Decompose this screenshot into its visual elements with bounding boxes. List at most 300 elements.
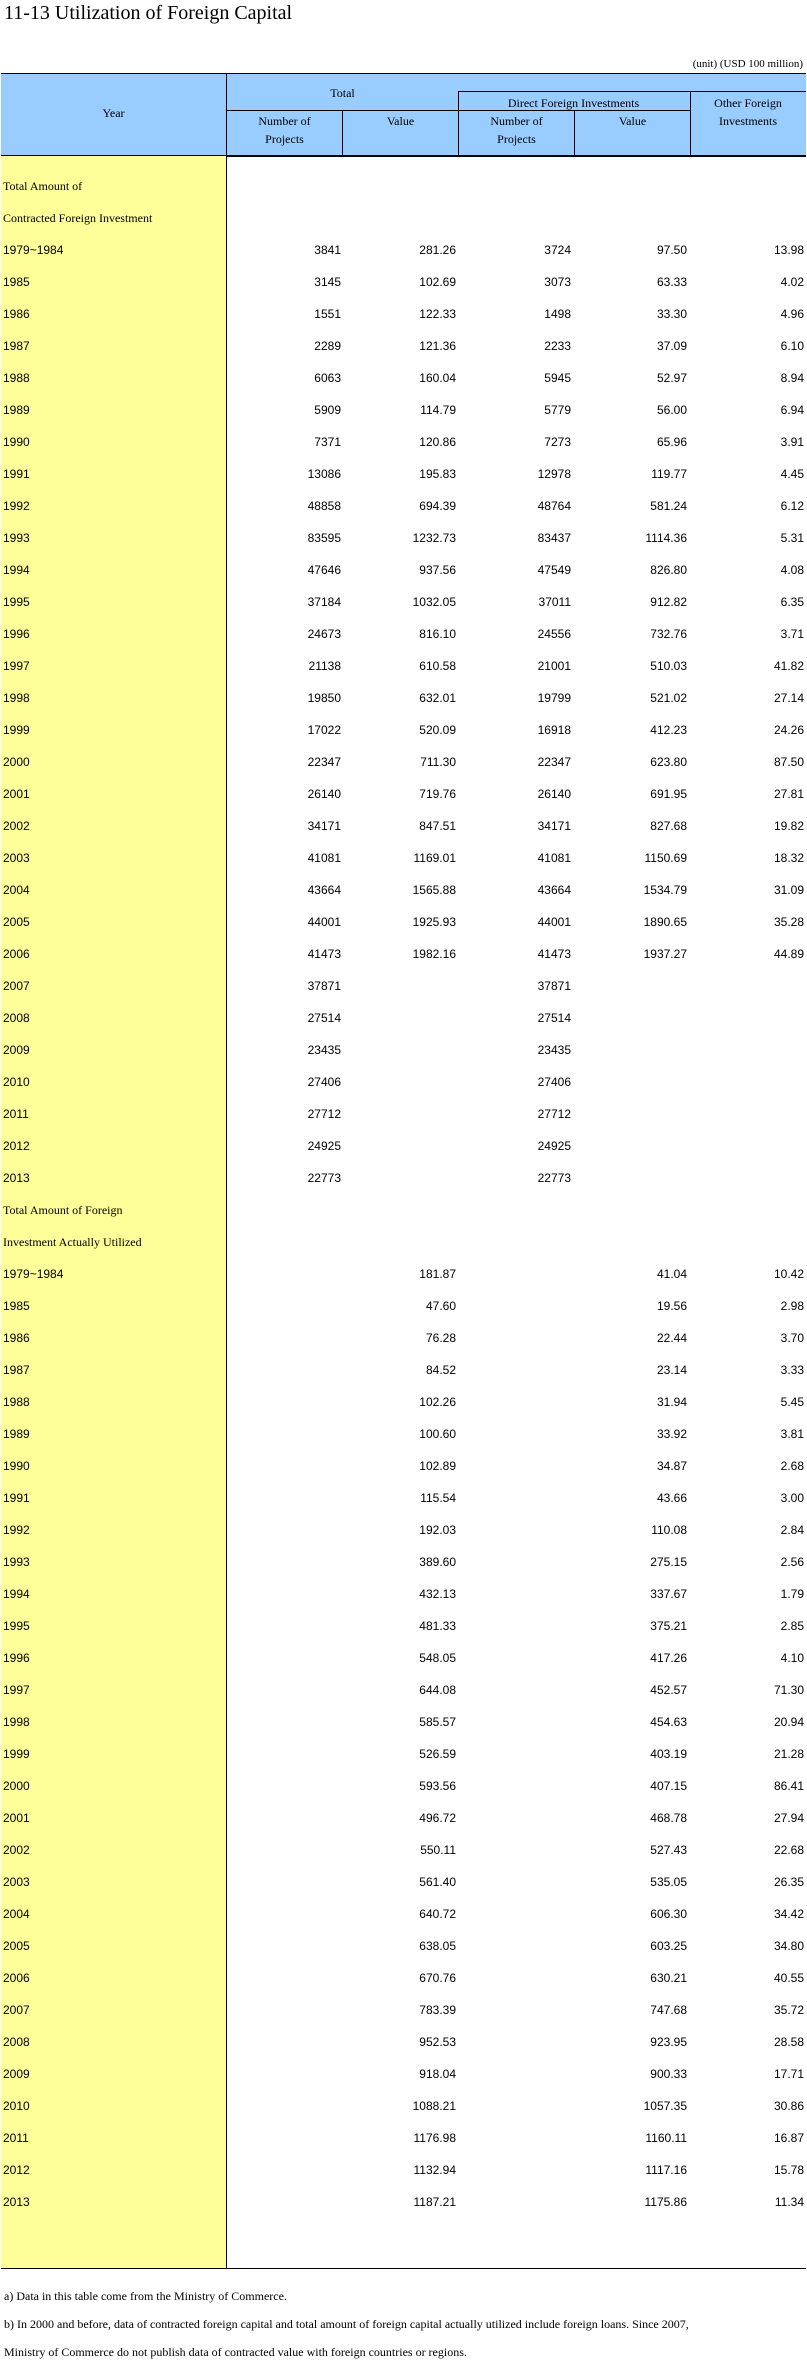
direct-value-cell: 623.80	[650, 755, 687, 769]
direct-projects-cell: 41473	[537, 947, 571, 961]
direct-projects-cell: 27514	[537, 1011, 571, 1025]
table-row	[0, 1034, 807, 1066]
direct-projects-cell: 23435	[537, 1043, 571, 1057]
direct-value-cell: 827.68	[650, 819, 687, 833]
header-direct-num-2: Projects	[497, 132, 536, 146]
total-projects-cell: 41081	[307, 851, 341, 865]
other-investments-cell: 8.94	[780, 371, 804, 385]
table-row	[0, 1994, 807, 2026]
year-cell: 1997	[3, 659, 30, 673]
other-investments-cell: 28.58	[773, 2035, 804, 2049]
year-cell: 2002	[3, 1843, 30, 1857]
year-cell: 1989	[3, 1427, 30, 1441]
direct-projects-cell: 3724	[544, 243, 571, 257]
direct-value-cell: 33.30	[656, 307, 687, 321]
total-value-cell: 644.08	[419, 1683, 456, 1697]
other-investments-cell: 3.91	[780, 435, 804, 449]
total-value-cell: 711.30	[420, 755, 456, 769]
year-cell: 1987	[3, 1363, 30, 1377]
total-projects-cell: 1551	[314, 307, 341, 321]
year-cell: 1979~1984	[3, 1267, 64, 1281]
direct-value-cell: 454.63	[650, 1715, 687, 1729]
direct-projects-cell: 47549	[537, 563, 571, 577]
year-cell: 2009	[3, 1043, 30, 1057]
table-row	[0, 2026, 807, 2058]
table-row	[0, 1482, 807, 1514]
other-investments-cell: 3.81	[780, 1427, 804, 1441]
total-value-cell: 432.13	[419, 1587, 456, 1601]
total-projects-cell: 17022	[307, 723, 341, 737]
header-year: Year	[102, 106, 125, 120]
other-investments-cell: 35.28	[773, 915, 804, 929]
total-projects-cell: 27406	[307, 1075, 341, 1089]
header-divider	[226, 110, 690, 111]
direct-value-cell: 1890.65	[643, 915, 687, 929]
direct-projects-cell: 22773	[537, 1171, 571, 1185]
total-value-cell: 638.05	[419, 1939, 456, 1953]
table-row	[0, 490, 807, 522]
year-cell: 2004	[3, 1907, 30, 1921]
direct-value-cell: 732.76	[650, 627, 687, 641]
direct-value-cell: 1117.16	[645, 2163, 687, 2177]
direct-value-cell: 412.23	[650, 723, 687, 737]
table-row	[0, 842, 807, 874]
table-row	[0, 810, 807, 842]
total-value-cell: 585.57	[419, 1715, 456, 1729]
direct-value-cell: 403.19	[650, 1747, 687, 1761]
direct-value-cell: 691.95	[650, 787, 687, 801]
total-projects-cell: 22773	[307, 1171, 341, 1185]
direct-value-cell: 375.21	[650, 1619, 687, 1633]
table-row	[0, 1642, 807, 1674]
header-total: Total	[330, 86, 355, 100]
table-row	[0, 1226, 807, 1258]
total-value-cell: 550.11	[420, 1843, 456, 1857]
direct-projects-cell: 27406	[537, 1075, 571, 1089]
total-value-cell: 1132.94	[413, 2163, 456, 2177]
total-value-cell: 520.09	[419, 723, 456, 737]
direct-projects-cell: 22347	[537, 755, 571, 769]
year-cell: 1989	[3, 403, 30, 417]
table-body	[0, 170, 807, 2218]
total-projects-cell: 48858	[307, 499, 341, 513]
total-value-cell: 847.51	[419, 819, 456, 833]
direct-value-cell: 1534.79	[643, 883, 687, 897]
year-cell: 2004	[3, 883, 30, 897]
header-divider	[690, 91, 691, 156]
other-investments-cell: 16.87	[773, 2131, 804, 2145]
total-value-cell: 389.60	[419, 1555, 456, 1569]
table-row	[0, 1610, 807, 1642]
header-total-num-1: Number of	[258, 114, 311, 128]
other-investments-cell: 6.35	[780, 595, 804, 609]
other-investments-cell: 2.68	[780, 1459, 804, 1473]
total-projects-cell: 6063	[314, 371, 341, 385]
table-row	[0, 1450, 807, 1482]
direct-value-cell: 452.57	[650, 1683, 687, 1697]
total-value-cell: 1169.01	[413, 851, 456, 865]
other-investments-cell: 40.55	[773, 1971, 804, 1985]
direct-value-cell: 23.14	[656, 1363, 687, 1377]
table-row	[0, 938, 807, 970]
unit-label: (unit) (USD 100 million)	[692, 58, 803, 70]
direct-projects-cell: 16918	[537, 723, 571, 737]
direct-projects-cell: 43664	[537, 883, 571, 897]
total-projects-cell: 22347	[307, 755, 341, 769]
total-value-cell: 496.72	[419, 1811, 456, 1825]
total-projects-cell: 43664	[307, 883, 341, 897]
other-investments-cell: 5.45	[780, 1395, 804, 1409]
direct-projects-cell: 37011	[538, 595, 571, 609]
year-cell: 2008	[3, 2035, 30, 2049]
total-value-cell: 1187.21	[413, 2195, 456, 2209]
direct-value-cell: 1160.11	[645, 2131, 687, 2145]
other-investments-cell: 15.78	[773, 2163, 804, 2177]
total-value-cell: 120.86	[419, 435, 456, 449]
total-value-cell: 181.87	[419, 1267, 456, 1281]
direct-projects-cell: 7273	[544, 435, 571, 449]
direct-value-cell: 468.78	[650, 1811, 687, 1825]
total-value-cell: 783.39	[419, 2003, 456, 2017]
total-value-cell: 632.01	[419, 691, 456, 705]
total-value-cell: 1925.93	[412, 915, 456, 929]
year-cell: 2003	[3, 1875, 30, 1889]
total-value-cell: 561.40	[419, 1875, 456, 1889]
total-value-cell: 122.33	[419, 307, 456, 321]
total-projects-cell: 26140	[307, 787, 341, 801]
year-cell: 2009	[3, 2067, 30, 2081]
other-investments-cell: 44.89	[773, 947, 804, 961]
direct-value-cell: 417.26	[650, 1651, 687, 1665]
direct-value-cell: 1057.35	[643, 2099, 687, 2113]
header-direct-value: Value	[618, 114, 647, 128]
direct-value-cell: 900.33	[650, 2067, 687, 2081]
other-investments-cell: 34.80	[773, 1939, 804, 1953]
direct-value-cell: 275.15	[650, 1555, 687, 1569]
total-value-cell: 670.76	[419, 1971, 456, 1985]
year-cell: 1996	[3, 627, 30, 641]
direct-value-cell: 43.66	[656, 1491, 687, 1505]
year-cell: 1987	[3, 339, 30, 353]
year-cell: 2001	[3, 1811, 30, 1825]
direct-projects-cell: 12978	[537, 467, 571, 481]
direct-value-cell: 1114.36	[645, 531, 687, 545]
direct-projects-cell: 37871	[537, 979, 571, 993]
total-value-cell: 192.03	[419, 1523, 456, 1537]
other-investments-cell: 20.94	[773, 1715, 804, 1729]
year-cell: 2000	[3, 755, 30, 769]
total-value-cell: 1032.05	[412, 595, 456, 609]
year-cell: 2010	[3, 1075, 30, 1089]
direct-value-cell: 747.68	[650, 2003, 687, 2017]
year-cell: 2012	[3, 2163, 30, 2177]
year-cell: 1990	[3, 435, 30, 449]
year-cell: 1995	[3, 1619, 30, 1633]
direct-value-cell: 337.67	[650, 1587, 687, 1601]
total-value-cell: 102.89	[419, 1459, 456, 1473]
other-investments-cell: 4.96	[780, 307, 804, 321]
other-investments-cell: 86.41	[773, 1779, 804, 1793]
other-investments-cell: 27.14	[773, 691, 804, 705]
total-value-cell: 100.60	[419, 1427, 456, 1441]
year-cell: 1986	[3, 1331, 30, 1345]
other-investments-cell: 19.82	[773, 819, 804, 833]
table-row	[0, 1354, 807, 1386]
year-cell: 1999	[3, 1747, 30, 1761]
direct-projects-cell: 83437	[537, 531, 571, 545]
table-row	[0, 618, 807, 650]
total-value-cell: 1176.98	[413, 2131, 456, 2145]
other-investments-cell: 11.34	[774, 2195, 804, 2209]
total-projects-cell: 7371	[314, 435, 341, 449]
table-row	[0, 1130, 807, 1162]
direct-value-cell: 1150.69	[644, 851, 687, 865]
other-investments-cell: 4.45	[780, 467, 804, 481]
table-row	[0, 2186, 807, 2218]
other-investments-cell: 2.56	[780, 1555, 804, 1569]
year-cell: Total Amount of	[3, 179, 83, 193]
year-cell: 2008	[3, 1011, 30, 1025]
total-value-cell: 114.79	[420, 403, 456, 417]
total-value-cell: 937.56	[419, 563, 456, 577]
footnote-a: a) Data in this table come from the Ministry of Commerce.	[4, 2289, 287, 2303]
direct-projects-cell: 2233	[544, 339, 571, 353]
year-cell: 2005	[3, 1939, 30, 1953]
table-row	[0, 1418, 807, 1450]
total-projects-cell: 47646	[307, 563, 341, 577]
direct-projects-cell: 19799	[537, 691, 571, 705]
table-row	[0, 1706, 807, 1738]
table-row	[0, 170, 807, 202]
other-investments-cell: 17.71	[773, 2067, 804, 2081]
direct-projects-cell: 24925	[537, 1139, 571, 1153]
total-value-cell: 121.36	[419, 339, 456, 353]
year-cell: 1991	[3, 467, 30, 481]
total-projects-cell: 19850	[307, 691, 341, 705]
year-cell: 1998	[3, 1715, 30, 1729]
direct-value-cell: 1937.27	[643, 947, 687, 961]
direct-value-cell: 56.00	[656, 403, 687, 417]
table-row	[0, 1738, 807, 1770]
total-value-cell: 102.26	[419, 1395, 456, 1409]
other-investments-cell: 6.94	[780, 403, 804, 417]
table-row	[0, 1098, 807, 1130]
total-value-cell: 816.10	[419, 627, 456, 641]
direct-value-cell: 19.56	[656, 1299, 687, 1313]
other-investments-cell: 27.81	[773, 787, 804, 801]
year-cell: 1988	[3, 371, 30, 385]
year-cell: 2013	[3, 2195, 30, 2209]
other-investments-cell: 21.28	[773, 1747, 804, 1761]
other-investments-cell: 26.35	[773, 1875, 804, 1889]
other-investments-cell: 22.68	[773, 1843, 804, 1857]
year-cell: 1991	[3, 1491, 30, 1505]
total-value-cell: 719.76	[419, 787, 456, 801]
year-cell: Total Amount of Foreign	[3, 1203, 123, 1217]
year-cell: 1986	[3, 307, 30, 321]
total-projects-cell: 21138	[308, 659, 341, 673]
total-value-cell: 160.04	[419, 371, 456, 385]
table-header	[1, 73, 806, 157]
total-projects-cell: 23435	[307, 1043, 341, 1057]
year-cell: 2013	[3, 1171, 30, 1185]
direct-projects-cell: 34171	[537, 819, 571, 833]
other-investments-cell: 6.10	[780, 339, 804, 353]
year-cell: 2001	[3, 787, 30, 801]
direct-value-cell: 510.03	[650, 659, 687, 673]
table-row	[0, 1162, 807, 1194]
direct-value-cell: 33.92	[656, 1427, 687, 1441]
year-cell: 1999	[3, 723, 30, 737]
direct-projects-cell: 24556	[537, 627, 571, 641]
total-value-cell: 1982.16	[412, 947, 456, 961]
total-value-cell: 952.53	[419, 2035, 456, 2049]
direct-value-cell: 603.25	[650, 1939, 687, 1953]
total-value-cell: 593.56	[419, 1779, 456, 1793]
other-investments-cell: 10.42	[773, 1267, 804, 1281]
table-row	[0, 1066, 807, 1098]
year-cell: 1993	[3, 531, 30, 545]
table-bottom-rule	[1, 2268, 806, 2269]
direct-value-cell: 65.96	[656, 435, 687, 449]
other-investments-cell: 2.84	[780, 1523, 804, 1537]
other-investments-cell: 18.32	[773, 851, 804, 865]
year-cell: 2010	[3, 2099, 30, 2113]
table-row	[0, 778, 807, 810]
table-row	[0, 1770, 807, 1802]
footnotes	[4, 2282, 689, 2366]
total-projects-cell: 37871	[307, 979, 341, 993]
direct-value-cell: 52.97	[656, 371, 687, 385]
direct-projects-cell: 5779	[544, 403, 571, 417]
total-value-cell: 47.60	[425, 1299, 456, 1313]
total-projects-cell: 83595	[307, 531, 341, 545]
year-cell: 1998	[3, 691, 30, 705]
total-value-cell: 918.04	[419, 2067, 456, 2081]
other-investments-cell: 4.02	[780, 275, 804, 289]
table-row	[0, 1674, 807, 1706]
other-investments-cell: 2.98	[780, 1299, 804, 1313]
other-investments-cell: 2.85	[780, 1619, 804, 1633]
year-cell: 2002	[3, 819, 30, 833]
other-investments-cell: 24.26	[773, 723, 804, 737]
total-value-cell: 281.26	[419, 243, 456, 257]
direct-value-cell: 630.21	[650, 1971, 687, 1985]
direct-value-cell: 34.87	[656, 1459, 687, 1473]
direct-value-cell: 63.33	[656, 275, 687, 289]
year-cell: 1994	[3, 563, 30, 577]
total-value-cell: 610.58	[419, 659, 456, 673]
table-row	[0, 682, 807, 714]
direct-projects-cell: 1498	[544, 307, 571, 321]
table-row	[0, 650, 807, 682]
table-row	[0, 1322, 807, 1354]
total-value-cell: 640.72	[419, 1907, 456, 1921]
table-row	[0, 202, 807, 234]
header-other-2: Investments	[719, 114, 777, 128]
year-cell: 2011	[3, 2131, 29, 2145]
direct-value-cell: 119.77	[651, 467, 687, 481]
other-investments-cell: 3.71	[780, 627, 804, 641]
table-row	[0, 746, 807, 778]
direct-value-cell: 22.44	[656, 1331, 687, 1345]
year-cell: 2007	[3, 2003, 30, 2017]
header-divider	[458, 91, 459, 156]
header-total-num-2: Projects	[265, 132, 304, 146]
year-cell: 1996	[3, 1651, 30, 1665]
total-value-cell: 1088.21	[412, 2099, 456, 2113]
year-cell: 2005	[3, 915, 30, 929]
direct-value-cell: 923.95	[650, 2035, 687, 2049]
table-row	[0, 298, 807, 330]
header-divider	[226, 73, 227, 156]
year-cell: 1992	[3, 499, 30, 513]
direct-value-cell: 826.80	[650, 563, 687, 577]
header-direct-num-1: Number of	[490, 114, 543, 128]
table-row	[0, 522, 807, 554]
total-projects-cell: 24925	[307, 1139, 341, 1153]
total-value-cell: 195.83	[419, 467, 456, 481]
total-projects-cell: 27712	[307, 1107, 341, 1121]
direct-projects-cell: 5945	[544, 371, 571, 385]
year-cell: 2007	[3, 979, 30, 993]
direct-projects-cell: 48764	[537, 499, 571, 513]
year-cell: Investment Actually Utilized	[3, 1235, 142, 1249]
other-investments-cell: 71.30	[773, 1683, 804, 1697]
total-value-cell: 481.33	[419, 1619, 456, 1633]
year-cell: 2006	[3, 1971, 30, 1985]
other-investments-cell: 4.08	[780, 563, 804, 577]
year-cell: Contracted Foreign Investment	[3, 211, 153, 225]
other-investments-cell: 34.42	[773, 1907, 804, 1921]
header-divider	[574, 110, 575, 156]
table-row	[0, 714, 807, 746]
table-row	[0, 1514, 807, 1546]
other-investments-cell: 1.79	[780, 1587, 804, 1601]
total-projects-cell: 13086	[307, 467, 341, 481]
total-projects-cell: 5909	[314, 403, 341, 417]
direct-projects-cell: 27712	[537, 1107, 571, 1121]
total-projects-cell: 41473	[307, 947, 341, 961]
total-value-cell: 1232.73	[412, 531, 456, 545]
other-investments-cell: 4.10	[780, 1651, 804, 1665]
header-divider	[342, 110, 343, 156]
other-investments-cell: 5.31	[780, 531, 804, 545]
other-investments-cell: 87.50	[773, 755, 804, 769]
total-value-cell: 526.59	[419, 1747, 456, 1761]
year-cell: 1985	[3, 1299, 30, 1313]
direct-projects-cell: 21001	[537, 659, 571, 673]
table-row	[0, 2090, 807, 2122]
direct-projects-cell: 26140	[537, 787, 571, 801]
table-row	[0, 1194, 807, 1226]
header-total-value: Value	[386, 114, 415, 128]
direct-value-cell: 37.09	[656, 339, 687, 353]
table-row	[0, 266, 807, 298]
table-row	[0, 906, 807, 938]
total-projects-cell: 2289	[314, 339, 341, 353]
year-cell: 2000	[3, 1779, 30, 1793]
header-other-1: Other Foreign	[714, 96, 782, 110]
table-row	[0, 2154, 807, 2186]
direct-value-cell: 521.02	[650, 691, 687, 705]
direct-value-cell: 606.30	[650, 1907, 687, 1921]
year-cell: 1993	[3, 1555, 30, 1569]
year-cell: 1995	[3, 595, 30, 609]
direct-projects-cell: 41081	[537, 851, 571, 865]
total-projects-cell: 37184	[307, 595, 341, 609]
direct-value-cell: 912.82	[650, 595, 687, 609]
